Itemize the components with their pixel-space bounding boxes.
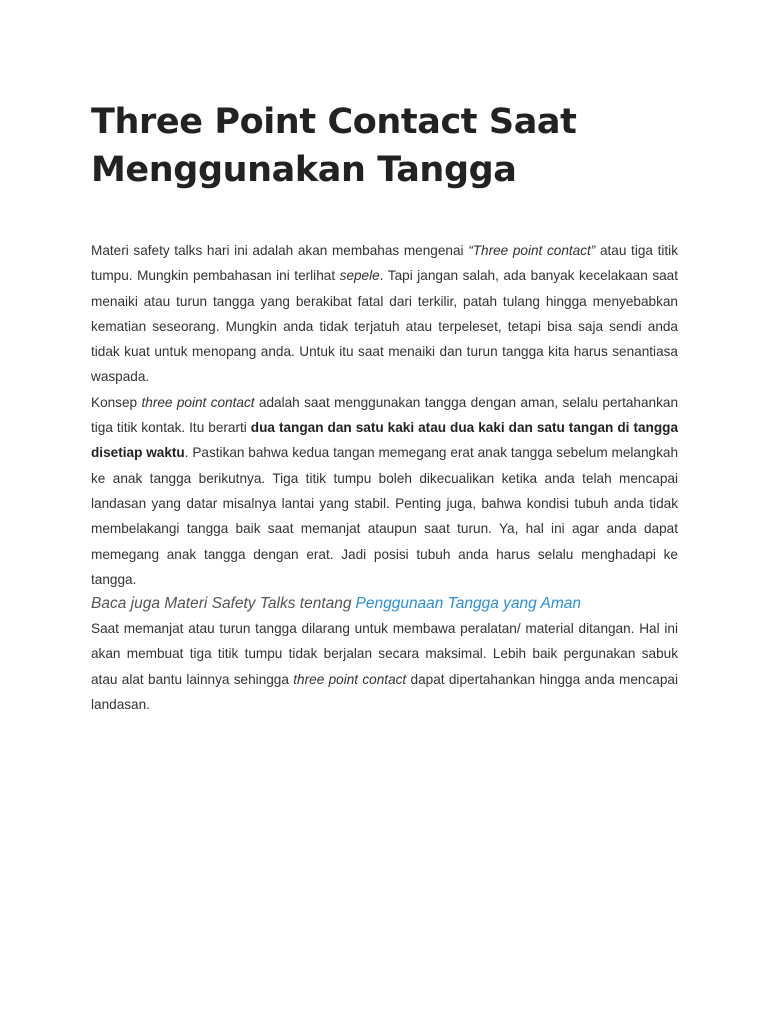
title-line-1: Three Point Contact Saat — [91, 102, 577, 142]
paragraph-intro — [91, 238, 678, 390]
intro-italic-sepele: sepele — [339, 268, 380, 284]
concept-text-3: . Pastikan bahwa kedua tangan memegang erat anak tangga sebelum melangkah ke anak tangga berikutnya. Tiga titik tumpu boleh dikecualikan ketika anda telah mencapai landasan yang datar misalnya lantai yang stabil. Penting juga, bahwa kondisi tubuh anda tidak membelakangi tangga baik saat memanjat ataupun saat turun. Ya, hal ini agar anda dapat memegang anak tangga dengan erat. Jadi posisi tubuh anda harus selalu menghadapi ke tangga. — [91, 445, 679, 587]
carrying-text-2: dapat dipertahankan hingga anda mencapai landasan. — [91, 671, 678, 713]
concept-italic-term: three point contact — [141, 394, 255, 410]
intro-text-3: . Tapi jangan salah, ada banyak kecelakaan saat menaiki atau turun tangga yang berakibat fatal dari terkilir, patah tulang hingga menyebabkan kematian seseorang. Mungkin anda tidak terjatuh atau terpeleset, tetapi bisa saja sendi anda tidak kuat untuk menopang anda. Untuk itu saat menaiki dan turun tangga kita harus senantiasa waspada. — [91, 268, 679, 385]
concept-text-1: Konsep — [91, 394, 142, 410]
carrying-text-1: Saat memanjat atau turun tangga dilarang untuk membawa peralatan/ material ditangan. Hal ini akan membuat tiga titik tumpu tidak berjalan secara maksimal. Lebih baik pergunakan sabuk atau alat bantu lainnya sehingga — [91, 621, 678, 687]
intro-italic-term: “Three point contact” — [468, 243, 596, 258]
read-also-prefix: Baca juga Materi Safety Talks tentang — [91, 595, 352, 613]
read-also-line — [91, 592, 678, 616]
carrying-italic-term: three point contact — [293, 671, 407, 687]
read-also-link[interactable]: Penggunaan Tangga yang Aman — [355, 595, 582, 613]
concept-text-2: adalah saat menggunakan tangga dengan aman, selalu pertahankan tiga titik kontak. Itu berarti — [91, 394, 679, 436]
title-line-2: Menggunakan Tangga — [91, 150, 517, 190]
intro-text-1: Materi safety talks hari ini adalah akan membahas mengenai — [91, 243, 469, 258]
concept-bold-rule: dua tangan dan satu kaki atau dua kaki dan satu tangan di tangga disetiap waktu — [91, 420, 679, 461]
article-body — [91, 238, 678, 717]
paragraph-concept — [91, 390, 678, 592]
intro-text-2: atau tiga titik tumpu. Mungkin pembahasan ini terlihat — [91, 243, 678, 284]
page-title — [91, 0, 678, 194]
paragraph-carrying — [91, 616, 678, 717]
